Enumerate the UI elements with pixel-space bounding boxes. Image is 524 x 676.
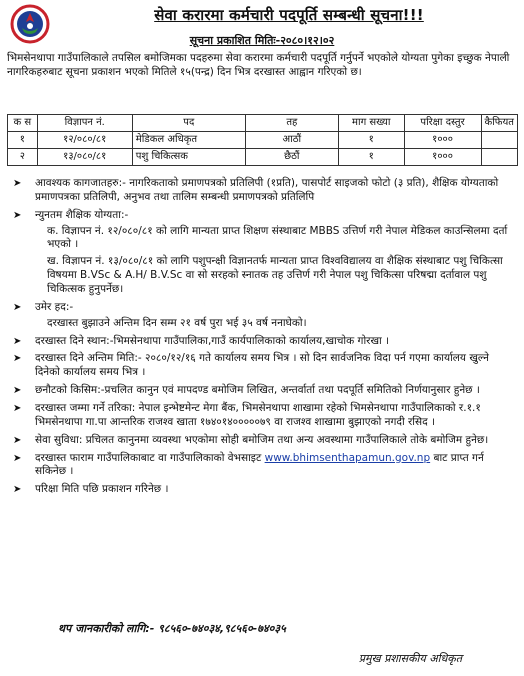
contact-info: थप जानकारीको लागि:- ९८५६०-७४०३४,९८५६०-७४०३५ (58, 622, 286, 635)
cell-remarks (481, 149, 517, 166)
vacancy-table (7, 114, 518, 166)
list-item-qualification (7, 209, 516, 297)
cell-ad-no: १३/०८०/८१ (37, 149, 132, 166)
column-header-ad-no: विज्ञापन नं. (37, 115, 132, 132)
cell-ad-no: १२/०८०/८१ (37, 132, 132, 149)
column-header-exam-fee: परिक्षा दस्तुर (404, 115, 481, 132)
qualification-title: न्युनतम शैक्षिक योग्यता:- (35, 208, 129, 221)
age-text: दरखास्त बुझाउने अन्तिम दिन सम्म २१ वर्ष पुरा भई ३५ वर्ष ननाघेको। (47, 316, 307, 329)
column-header-remarks: कैफियत (481, 115, 517, 132)
column-header-sn: क स (8, 115, 38, 132)
cell-demand: १ (338, 149, 404, 166)
qualification-b: ख. विज्ञापन नं. १३/०८०/८१ को लागि पशुपन्क्षी विज्ञानतर्फ मान्यता प्राप्त विश्वविद्यालय वा शैक्षिक संस्थाबाट पशु चिकित्सा विषयमा B.VSc & A.H/ B.V.Sc वा सो सरहको स्नातक तह उत्तिर्ण गरी नेपाल पशु चिकित्सा परिषद्मा दर्तावाल पशु चिकित्सक हुनुपर्नेछ। (47, 255, 503, 296)
cell-remarks (481, 132, 517, 149)
list-item-deadline (7, 352, 516, 380)
arrow-bullet-icon: ➤ (13, 301, 22, 313)
cell-level: आठौं (245, 132, 338, 149)
cell-post: मेडिकल अधिकृत (132, 132, 245, 149)
notice-title: सेवा करारमा कर्मचारी पदपूर्ति सम्बन्धी सूचना!!! (154, 6, 424, 24)
column-header-post: पद (132, 115, 245, 132)
deadline-text: दरखास्त दिने अन्तिम मिति:- २०८०/१२/१६ गते कार्यालय समय भित्र । सो दिन सार्वजनिक विदा पर्न गएमा कार्यालय खुल्ने दिनेको कार्यालय समय भित्र । (35, 352, 490, 379)
arrow-bullet-icon: ➤ (13, 403, 22, 415)
table-row (8, 132, 518, 149)
column-header-demand: माग सख्या (338, 115, 404, 132)
place-text: दरखास्त दिने स्थान:-भिमसेनथापा गाउँपालिका,गाउँ कार्यपालिकाको कार्यालय,खाचोक गोरखा । (35, 334, 390, 347)
documents-text: आवश्यक कागजातहरु:- नागरिकताको प्रमाणपत्रको प्रतिलिपी (१प्रति), पासपोर्ट साइजको फोटो (३ प्रति), शैक्षिक योग्यताको प्रमाणपत्रका प्रतिलिपी, अनुभव तथा तालिम सम्बन्धी प्रमाणपत्रको प्रतिलिपि (35, 177, 499, 203)
cell-sn: २ (8, 149, 38, 166)
list-item-facility (7, 434, 516, 448)
age-title: उमेर हद:- (35, 300, 74, 313)
list-item-payment (7, 402, 516, 430)
column-header-level: तह (245, 115, 338, 132)
arrow-bullet-icon: ➤ (13, 178, 22, 189)
list-item-selection (7, 384, 516, 398)
list-item-exam-date (7, 483, 516, 497)
list-item-age (7, 301, 516, 331)
payment-text: दरखास्त जम्मा गर्ने तरिका: नेपाल इन्भेष्टमेन्ट मेगा बैंक, भिमसेनथापा शाखामा रहेको भिमसेनथापा गाउँपालिकाको र.१.१ भिमसेनथापा गा.पा आन्तरिक राजश्व खाता १७४०१४०००००७९ वा राजश्व शाखामा बुझाएको नगदी रसिद । (35, 402, 481, 428)
cell-demand: १ (338, 132, 404, 149)
facility-text: सेवा सुविधा: प्रचिलत कानुनमा व्यवस्था भएकोमा सोही बमोजिम तथा अन्य अवस्थामा गाउँपालिकाले तोके बमोजिम हुनेछ। (35, 433, 489, 446)
exam-date-text: परिक्षा मिति पछि प्रकाशन गरिनेछ । (35, 483, 169, 496)
cell-exam-fee: १००० (404, 149, 481, 166)
arrow-bullet-icon: ➤ (13, 452, 22, 464)
website-link[interactable]: www.bhimsenthapamun.gov.np (264, 451, 431, 464)
arrow-bullet-icon: ➤ (13, 209, 22, 221)
selection-text: छनौटको किसिम:-प्रचलित कानुन एवं मापदण्ड बमोजिम लिखित, अन्तर्वार्ता तथा पदपूर्ति समितिको निर्णयानुसार हुनेछ । (35, 384, 480, 397)
list-item-place (7, 335, 516, 349)
cell-exam-fee: १००० (404, 132, 481, 149)
table-row (8, 149, 518, 166)
arrow-bullet-icon: ➤ (13, 484, 22, 496)
intro-paragraph: भिमसेनथापा गाउँपालिकाले तपसिल बमोजिमका पदहरुमा सेवा करारमा कर्मचारी पदपूर्ति गर्नुपर्ने भएकोले योग्यता पुगेका इच्छुक नेपाली नागरिकहरुबाट सूचना प्रकाशन भएको मितिले १५(पन्द्र) दिन भित्र दरखास्त आह्वान गरिएको छ। (7, 52, 510, 78)
signer-title: प्रमुख प्रशासकीय अधिकृत (358, 652, 462, 665)
requirements-list (7, 177, 516, 501)
table-header-row (8, 115, 518, 132)
publication-date: सूचना प्रकाशित मितिः-२०८०।१२।०२ (189, 34, 335, 47)
arrow-bullet-icon: ➤ (13, 385, 22, 397)
list-item-documents (7, 177, 516, 205)
form-text-after: बाट प्राप्त गर्न सकिनेछ । (35, 451, 484, 478)
arrow-bullet-icon: ➤ (13, 335, 22, 347)
qualification-a: क. विज्ञापन नं. १२/०८०/८१ को लागि मान्यता प्राप्त शिक्षण संस्थाबाट MBBS उत्तिर्ण गरी नेपाल मेडिकल काउन्सिलमा दर्ता भएको । (47, 224, 508, 251)
cell-level: छैठौं (245, 149, 338, 166)
arrow-bullet-icon: ➤ (13, 434, 22, 446)
arrow-bullet-icon: ➤ (13, 353, 22, 365)
cell-sn: १ (8, 132, 38, 149)
form-text-before: दरखास्त फाराम गाउँपालिकाबाट वा गाउँपालिकाको वेभसाइट (35, 451, 265, 464)
cell-post: पशु चिकित्सक (132, 149, 245, 166)
list-item-form (7, 452, 516, 480)
